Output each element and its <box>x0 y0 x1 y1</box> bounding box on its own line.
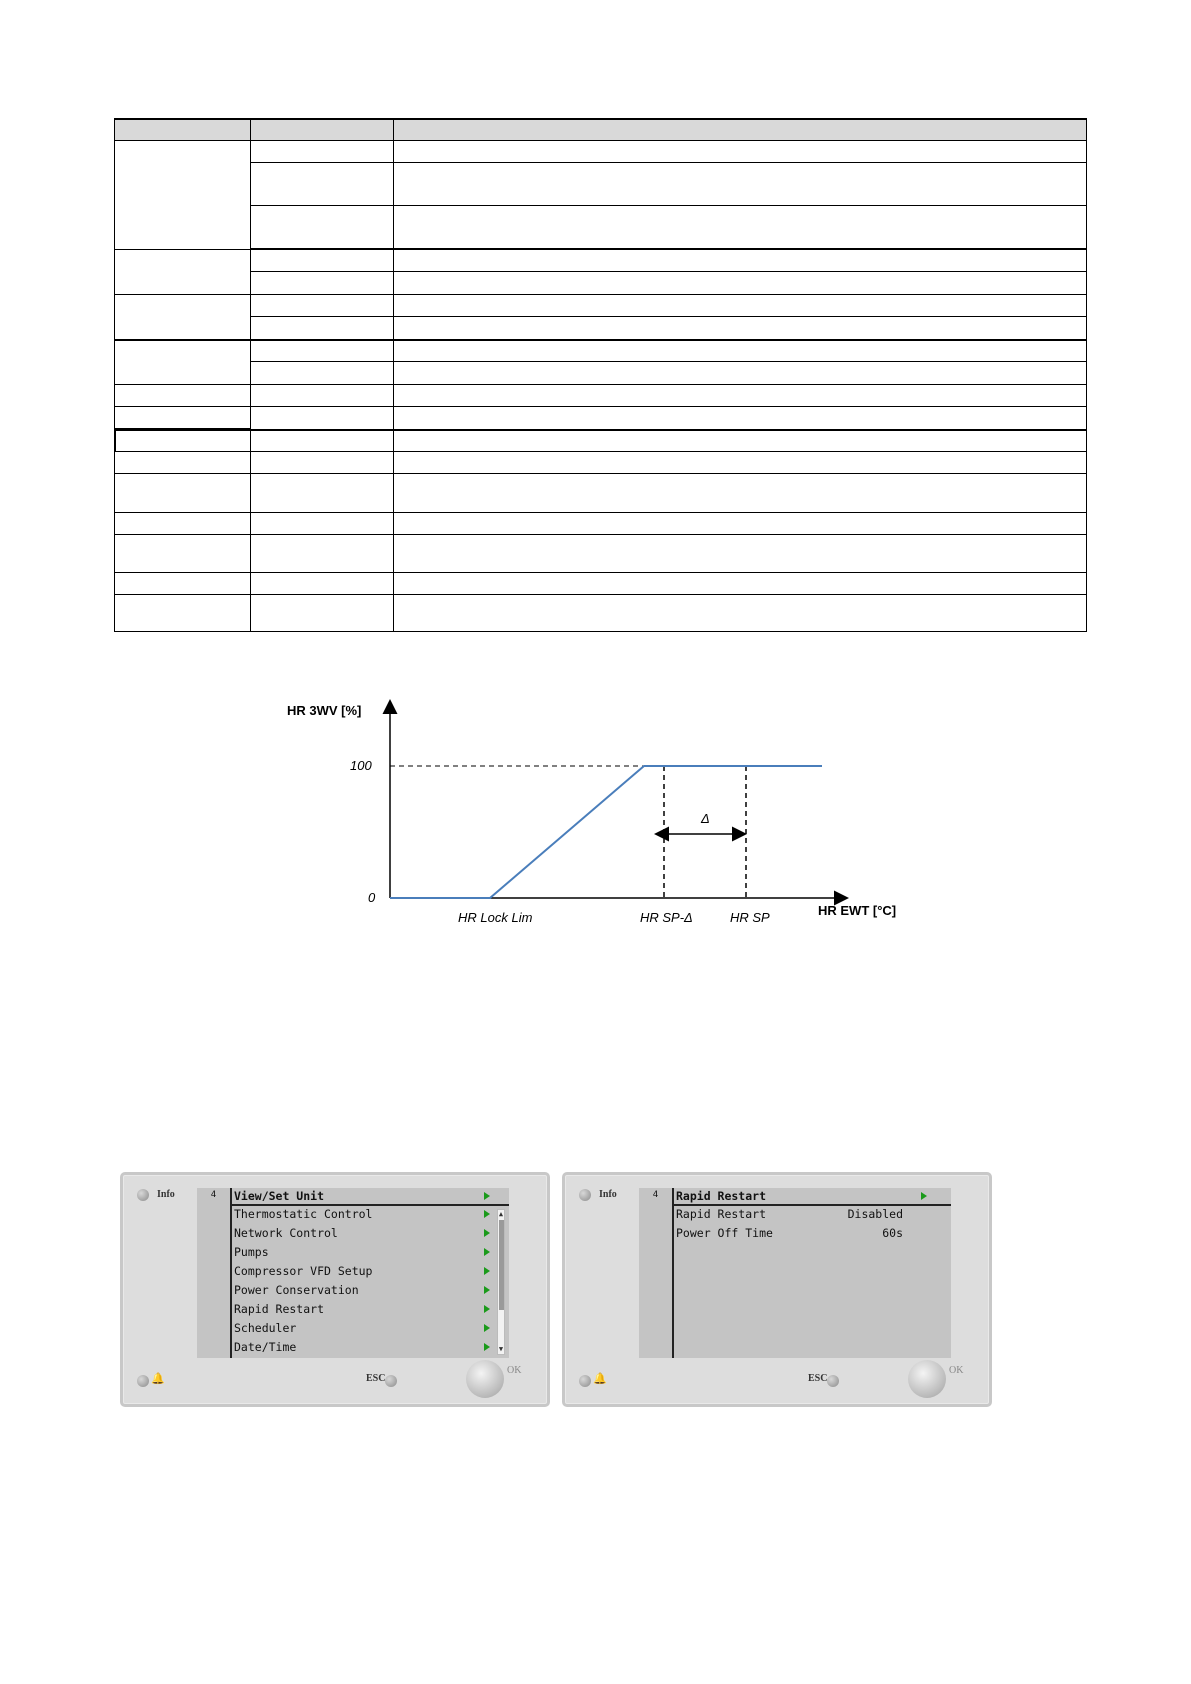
x-tick-label: HR Lock Lim <box>458 910 533 925</box>
table-row-group <box>114 294 1087 339</box>
alarm-led[interactable] <box>579 1375 591 1387</box>
info-led[interactable] <box>137 1189 149 1201</box>
header-cell <box>393 118 1087 140</box>
table-row <box>114 406 1087 429</box>
y-tick-label: 0 <box>368 890 376 905</box>
lcd-screen <box>197 1188 509 1358</box>
menu-item-pumps[interactable]: Pumps <box>234 1245 269 1259</box>
menu-level: 4 <box>652 1190 659 1200</box>
arrow-right-icon <box>484 1267 490 1275</box>
table-row <box>114 384 1087 406</box>
menu-item-date-time[interactable]: Date/Time <box>234 1340 297 1354</box>
table-row <box>114 429 1087 451</box>
table-row <box>114 473 1087 512</box>
screen-title: View/Set Unit <box>234 1189 325 1203</box>
header-cell <box>114 118 250 140</box>
bell-icon: 🔔 <box>151 1372 165 1385</box>
lcd-screen <box>639 1188 951 1358</box>
table-row-group <box>114 140 1087 249</box>
table-row <box>114 512 1087 534</box>
parameter-table <box>114 118 1087 632</box>
title-arrow-icon <box>484 1192 490 1200</box>
x-tick-label: HR SP <box>730 910 770 925</box>
bell-icon: 🔔 <box>593 1372 607 1385</box>
controller-panel-left <box>120 1172 550 1407</box>
arrow-right-icon <box>484 1305 490 1313</box>
ok-knob[interactable] <box>908 1360 946 1398</box>
ok-knob[interactable] <box>466 1360 504 1398</box>
scrollbar[interactable] <box>497 1209 505 1355</box>
setting-power-off-time[interactable]: Power Off Time <box>676 1226 773 1240</box>
table-row <box>114 572 1087 594</box>
scroll-down-icon[interactable]: ▼ <box>498 1345 504 1353</box>
header-cell <box>250 118 393 140</box>
info-label: Info <box>157 1189 175 1200</box>
esc-button[interactable] <box>385 1375 397 1387</box>
info-led[interactable] <box>579 1189 591 1201</box>
hr-3wv-chart <box>270 692 920 942</box>
title-arrow-icon <box>921 1192 927 1200</box>
table-row <box>114 534 1087 572</box>
controller-panel-right <box>562 1172 992 1407</box>
scroll-up-icon[interactable]: ▲ <box>498 1210 504 1218</box>
table-row-group <box>114 339 1087 384</box>
arrow-right-icon <box>484 1210 490 1218</box>
menu-level: 4 <box>210 1190 217 1200</box>
menu-item-network-control[interactable]: Network Control <box>234 1226 338 1240</box>
esc-button[interactable] <box>827 1375 839 1387</box>
table-header-row <box>114 118 1087 140</box>
x-axis-label: HR EWT [°C] <box>818 903 897 918</box>
arrow-right-icon <box>484 1343 490 1351</box>
x-tick-label: HR SP-Δ <box>640 910 693 925</box>
setting-power-off-time-value[interactable]: 60s <box>882 1226 903 1240</box>
menu-item-thermostatic-control[interactable]: Thermostatic Control <box>234 1207 373 1221</box>
ok-label: OK <box>949 1365 964 1376</box>
scroll-thumb[interactable] <box>499 1220 504 1310</box>
esc-label: ESC <box>366 1373 386 1384</box>
menu-item-scheduler[interactable]: Scheduler <box>234 1321 297 1335</box>
table-row <box>114 451 1087 473</box>
arrow-right-icon <box>484 1286 490 1294</box>
setting-rapid-restart-value[interactable]: Disabled <box>847 1207 903 1221</box>
info-label: Info <box>599 1189 617 1200</box>
y-tick-label: 100 <box>350 758 372 773</box>
esc-label: ESC <box>808 1373 828 1384</box>
menu-item-rapid-restart[interactable]: Rapid Restart <box>234 1302 325 1316</box>
ok-label: OK <box>507 1365 522 1376</box>
series-line <box>390 766 822 898</box>
y-axis-label: HR 3WV [%] <box>287 703 362 718</box>
arrow-right-icon <box>484 1324 490 1332</box>
arrow-right-icon <box>484 1248 490 1256</box>
table-row-group <box>114 249 1087 294</box>
chart-svg <box>270 692 920 942</box>
alarm-led[interactable] <box>137 1375 149 1387</box>
setting-rapid-restart[interactable]: Rapid Restart <box>676 1207 767 1221</box>
delta-label: Δ <box>701 811 710 826</box>
menu-item-power-conservation[interactable]: Power Conservation <box>234 1283 359 1297</box>
arrow-right-icon <box>484 1229 490 1237</box>
table-row <box>114 594 1087 632</box>
screen-title: Rapid Restart <box>676 1189 767 1203</box>
menu-item-compressor-vfd-setup[interactable]: Compressor VFD Setup <box>234 1264 373 1278</box>
